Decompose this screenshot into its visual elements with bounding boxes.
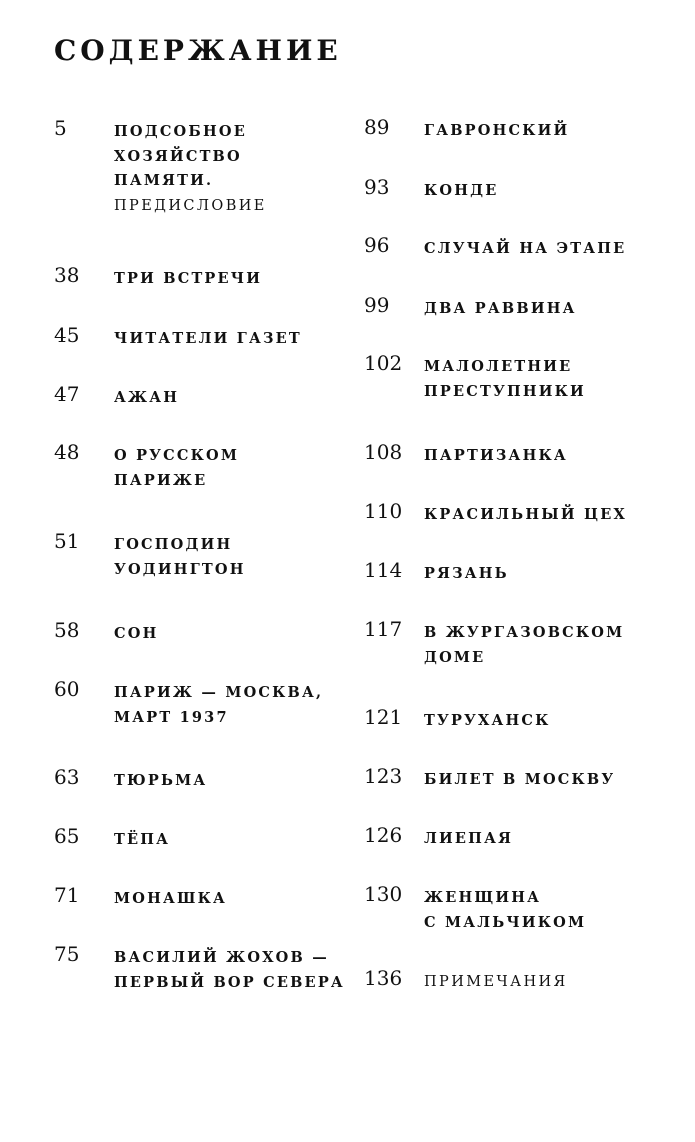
toc-title-line: ЖЕНЩИНА — [424, 889, 542, 906]
toc-entry-title — [424, 970, 568, 995]
toc-entry-title — [114, 327, 302, 352]
toc-entry-title — [114, 533, 246, 582]
toc-page-number: 114 — [364, 558, 403, 582]
toc-page-number: 58 — [54, 618, 80, 642]
toc-title-line: ПРЕСТУПНИКИ — [424, 382, 586, 400]
toc-title-line: ЛИЕПАЯ — [424, 830, 514, 847]
toc-entry-title — [424, 297, 577, 322]
toc-title-line: ПАМЯТИ. — [114, 172, 214, 189]
toc-title-line: С МАЛЬЧИКОМ — [424, 913, 587, 931]
toc-title-line: ПАРТИЗАНКА — [424, 447, 568, 464]
toc-page-number: 75 — [54, 942, 80, 966]
toc-page-number: 99 — [364, 293, 390, 317]
toc-page-number: 123 — [364, 764, 403, 788]
toc-page-number: 121 — [364, 705, 403, 729]
toc-page-number: 47 — [54, 382, 80, 406]
toc-title-line: БИЛЕТ В МОСКВУ — [424, 771, 616, 788]
toc-page-number: 117 — [364, 617, 403, 641]
toc-page-number: 130 — [364, 882, 403, 906]
toc-page-number: 110 — [364, 499, 403, 523]
toc-title-line: ПОДСОБНОЕ — [114, 123, 247, 140]
toc-entry-title — [424, 827, 513, 852]
toc-title-line: КОНДЕ — [424, 182, 499, 199]
toc-page-number: 126 — [364, 823, 403, 847]
toc-entry-title — [114, 769, 207, 794]
toc-page-number: 65 — [54, 824, 80, 848]
toc-title-line: МАРТ 1937 — [114, 708, 229, 726]
toc-entry-title — [424, 119, 569, 144]
toc-entry-title — [114, 681, 323, 730]
toc-page-number: 93 — [364, 175, 390, 199]
toc-title-line: ТУРУХАНСК — [424, 712, 551, 729]
toc-title-line: РЯЗАНЬ — [424, 565, 509, 582]
toc-title-line: КРАСИЛЬНЫЙ ЦЕХ — [424, 506, 627, 523]
toc-page-number: 71 — [54, 883, 80, 907]
toc-page-number: 102 — [364, 351, 403, 375]
toc-entry-title — [114, 622, 158, 647]
toc-title-line: ХОЗЯЙСТВО — [114, 147, 242, 165]
toc-title-line: АЖАН — [114, 389, 180, 406]
toc-title-line: ТЁПА — [114, 831, 171, 848]
toc-entry-title — [114, 267, 262, 292]
toc-title-line: МОНАШКА — [114, 890, 227, 907]
toc-title-line: ВАСИЛИЙ ЖОХОВ — — [114, 949, 329, 966]
toc-entry-title — [424, 444, 568, 469]
toc-title-line: ГОСПОДИН — [114, 536, 233, 553]
toc-entry-title — [114, 444, 239, 493]
toc-entry-title — [114, 828, 170, 853]
toc-entry-title — [424, 503, 627, 528]
toc-title-line: ТЮРЬМА — [114, 772, 208, 789]
toc-entry-title — [114, 946, 345, 995]
toc-title-line: ЧИТАТЕЛИ ГАЗЕТ — [114, 330, 302, 347]
toc-page-number: 5 — [54, 116, 67, 140]
toc-page-number: 38 — [54, 263, 80, 287]
toc-page-number: 63 — [54, 765, 80, 789]
toc-title-line: МАЛОЛЕТНИЕ — [424, 358, 573, 375]
toc-title-line: ДОМЕ — [424, 648, 486, 666]
toc-page-number: 108 — [364, 440, 403, 464]
toc-title-line: ДВА РАВВИНА — [424, 300, 577, 317]
toc-page-number: 96 — [364, 233, 390, 257]
toc-entry-title — [114, 386, 179, 411]
toc-entry-title — [424, 355, 586, 404]
toc-title-line: ПАРИЖЕ — [114, 471, 208, 489]
toc-subtitle: ПРИМЕЧАНИЯ — [424, 974, 568, 990]
toc-title-line: ПЕРВЫЙ ВОР СЕВЕРА — [114, 973, 345, 991]
toc-title-line: ГАВРОНСКИЙ — [424, 122, 570, 139]
toc-entry-title — [424, 709, 551, 734]
toc-title-line: СЛУЧАЙ НА ЭТАПЕ — [424, 240, 627, 257]
toc-title-line: СОН — [114, 625, 159, 642]
toc-entry-title — [424, 179, 498, 204]
toc-page-number: 51 — [54, 529, 80, 553]
toc-entry-title — [424, 237, 626, 262]
toc-page-number: 89 — [364, 115, 390, 139]
toc-title-line: В ЖУРГАЗОВСКОМ — [424, 624, 625, 641]
toc-entry-title — [424, 621, 624, 670]
toc-entry-title — [424, 886, 586, 935]
toc-title-line: О РУССКОМ — [114, 447, 240, 464]
toc-page-number: 48 — [54, 440, 80, 464]
toc-subtitle: ПРЕДИСЛОВИЕ — [114, 197, 267, 214]
toc-page-number: 60 — [54, 677, 80, 701]
toc-title-line: ТРИ ВСТРЕЧИ — [114, 270, 263, 287]
toc-title-line: ПАРИЖ — МОСКВА, — [114, 684, 324, 701]
toc-entry-title — [424, 562, 509, 587]
toc-page-number: 136 — [364, 966, 403, 990]
toc-entry-title — [114, 887, 227, 912]
page-title: СОДЕРЖАНИЕ — [54, 34, 342, 67]
toc-page-number: 45 — [54, 323, 80, 347]
toc-title-line: УОДИНГТОН — [114, 560, 246, 578]
toc-entry-title — [114, 120, 267, 218]
toc-entry-title — [424, 768, 615, 793]
